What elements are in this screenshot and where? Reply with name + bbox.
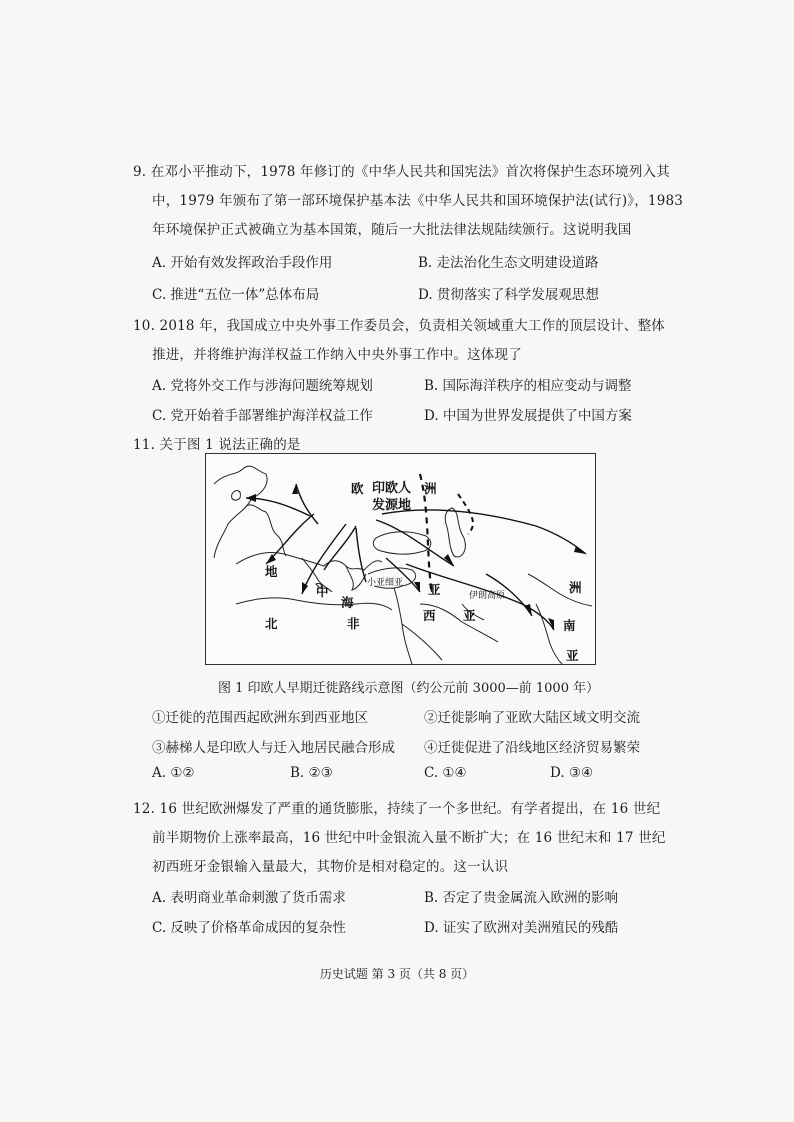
map-label-fei: 非: [347, 616, 360, 631]
map-label-hai: 海: [341, 595, 354, 610]
map-label-ya-1: 亚: [428, 582, 441, 597]
map-label-zhong: 中: [316, 584, 329, 599]
q9-stem-line-2: 中，1979 年颁布了第一部环境保护基本法《中华人民共和国环境保护法(试行)》，1983: [152, 193, 684, 209]
q12-option-a[interactable]: A. 表明商业革命刺激了货币需求: [152, 890, 346, 906]
q12-option-d[interactable]: D. 证实了欧洲对美洲殖民的残酷: [424, 920, 619, 936]
q11-option-d[interactable]: D. ③④: [550, 765, 594, 781]
map-label-bei: 北: [265, 616, 278, 631]
q9-stem-line-1: 9. 在邓小平推动下，1978 年修订的《中华人民共和国宪法》首次将保护生态环境列入其: [133, 164, 670, 180]
q9-option-b[interactable]: B. 走法治化生态文明建设道路: [418, 255, 599, 271]
map-label-ya-2: 亚: [463, 608, 476, 623]
map-label-nan: 南: [563, 618, 576, 633]
map-label-xiaoya: 小亚细亚: [367, 578, 404, 588]
map-label-europe-ou: 欧: [351, 481, 364, 496]
map-label-origin-2: 发源地: [372, 498, 412, 513]
q11-statement-2: ②迁徙影响了亚欧大陆区域文明交流: [424, 710, 640, 726]
map-label-di: 地: [265, 564, 278, 579]
q12-stem-line-1: 12. 16 世纪欧洲爆发了严重的通货膨胀，持续了一个多世纪。有学者提出，在 16 世纪: [133, 801, 661, 817]
map-label-iran: 伊朗高原: [469, 591, 506, 601]
q11-option-a[interactable]: A. ①②: [152, 765, 195, 781]
q11-stem: 11. 关于图 1 说法正确的是: [133, 437, 301, 453]
map-label-xi: 西: [423, 608, 436, 623]
q12-stem-line-3: 初西班牙金银输入量最大，其物价是相对稳定的。这一认识: [152, 859, 509, 875]
page-footer: 历史试题 第 3 页（共 8 页）: [319, 967, 475, 981]
map-label-europe-zhou: 洲: [424, 481, 437, 496]
q11-statement-1: ①迁徙的范围西起欧洲东到西亚地区: [152, 710, 368, 726]
migration-map: [205, 453, 596, 665]
map-label-ya-3: 亚: [566, 648, 579, 663]
map-label-origin: 印欧人: [372, 481, 412, 496]
q10-option-c[interactable]: C. 党开始着手部署维护海洋权益工作: [152, 408, 373, 424]
q9-stem-line-3: 年环境保护正式被确立为基本国策，随后一大批法律法规陆续颁行。这说明我国: [152, 222, 632, 238]
q10-stem-line-1: 10. 2018 年，我国成立中央外事工作委员会，负责相关领域重大工作的顶层设计、整体: [133, 318, 666, 334]
q12-option-b[interactable]: B. 否定了贵金属流入欧洲的影响: [424, 890, 619, 906]
q10-option-d[interactable]: D. 中国为世界发展提供了中国方案: [424, 408, 632, 424]
q9-option-c[interactable]: C. 推进“五位一体”总体布局: [152, 287, 320, 303]
q11-option-b[interactable]: B. ②③: [290, 765, 333, 781]
q11-statement-3: ③赫梯人是印欧人与迁入地居民融合形成: [152, 740, 395, 756]
q11-statement-4: ④迁徙促进了沿线地区经济贸易繁荣: [424, 740, 640, 756]
q10-option-b[interactable]: B. 国际海洋秩序的相应变动与调整: [424, 378, 632, 394]
q11-option-c[interactable]: C. ①④: [424, 765, 467, 781]
q12-stem-line-2: 前半期物价上涨率最高，16 世纪中叶金银流入量不断扩大；在 16 世纪末和 17 世纪: [152, 830, 666, 846]
q9-option-a[interactable]: A. 开始有效发挥政治手段作用: [152, 255, 333, 271]
q12-option-c[interactable]: C. 反映了价格革命成因的复杂性: [152, 920, 346, 936]
map-caption: 图 1 印欧人早期迁徙路线示意图（约公元前 3000—前 1000 年）: [218, 681, 600, 696]
q9-option-d[interactable]: D. 贯彻落实了科学发展观思想: [418, 287, 599, 303]
q10-stem-line-2: 推进，并将维护海洋权益工作纳入中央外事工作中。这体现了: [152, 347, 522, 363]
q10-option-a[interactable]: A. 党将外交工作与涉海问题统筹规划: [152, 378, 373, 394]
map-label-zhou-2: 洲: [569, 580, 582, 595]
